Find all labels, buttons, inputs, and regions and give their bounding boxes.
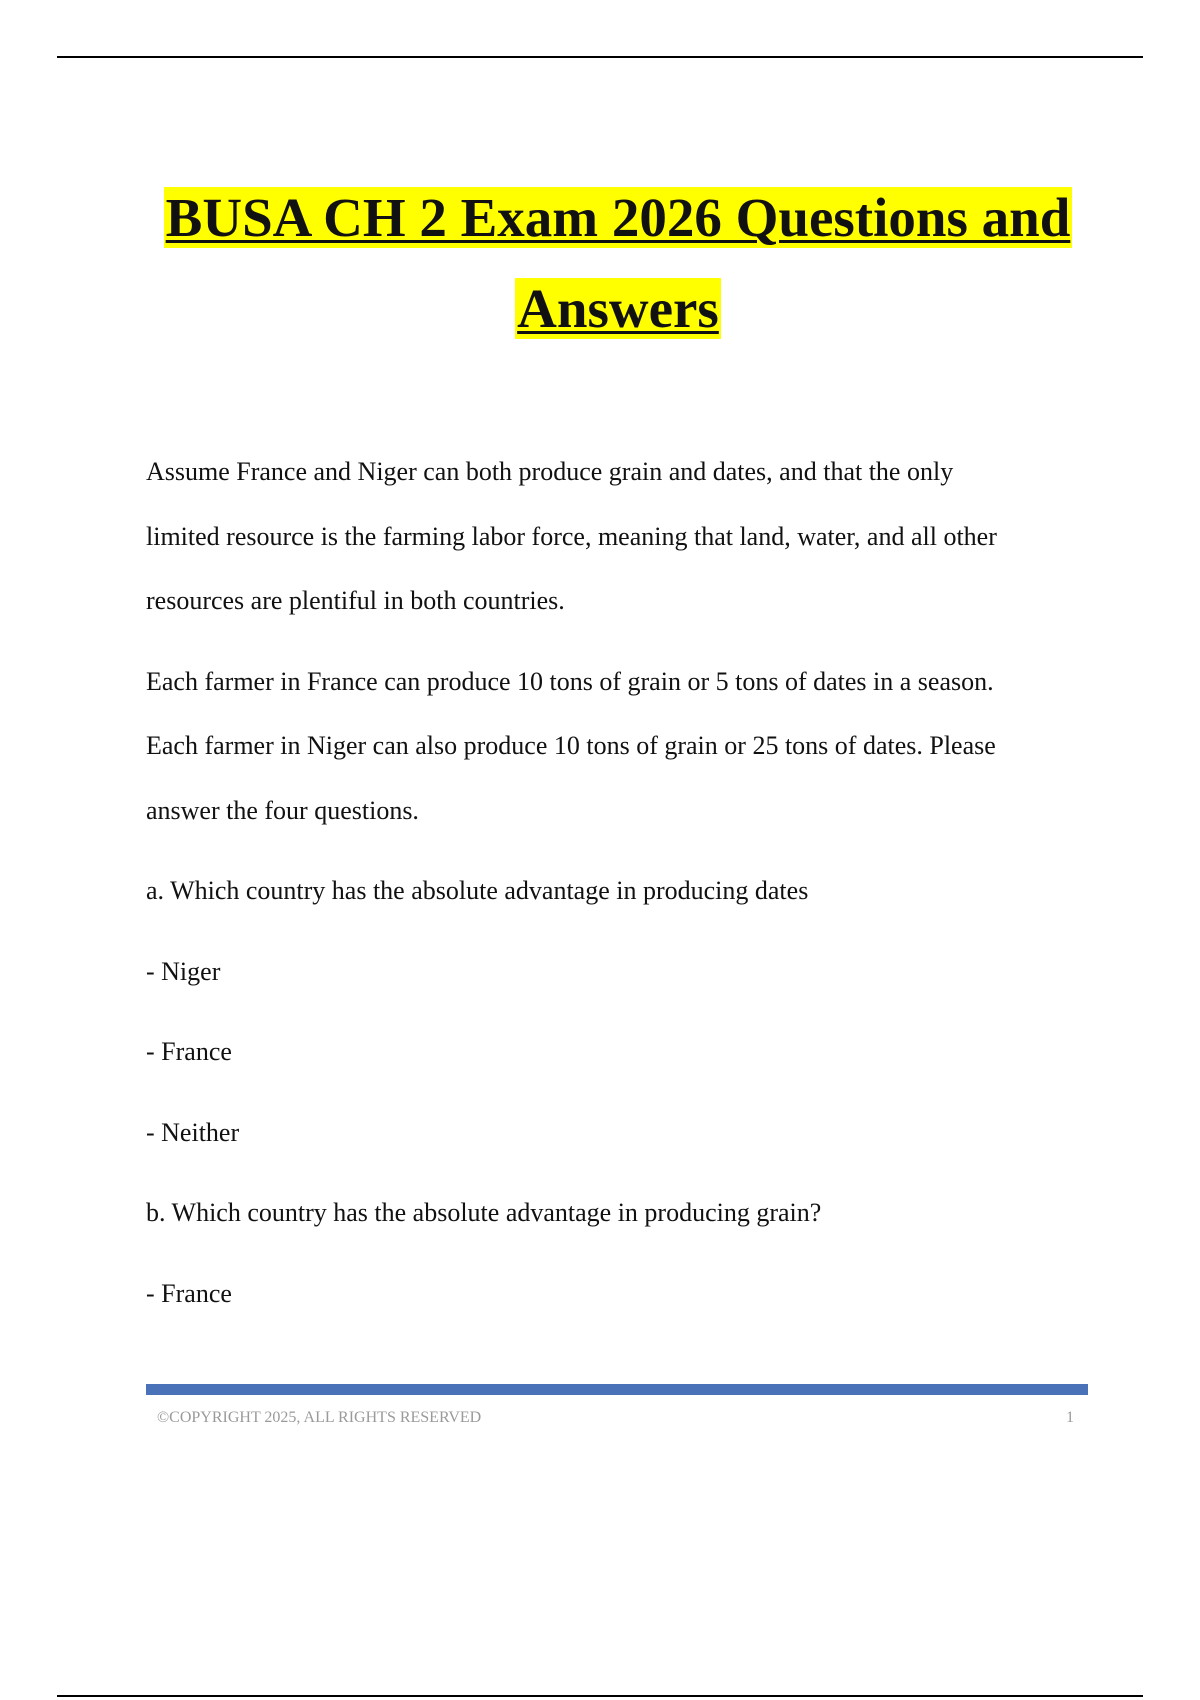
answer-option: - Neither	[146, 1117, 240, 1147]
detail-paragraph	[146, 650, 1086, 844]
detail-line: Each farmer in Niger can also produce 10 tons of grain or 25 tons of dates. Please	[146, 731, 996, 760]
intro-line: limited resource is the farming labor force, meaning that land, water, and all other	[146, 521, 997, 551]
answer-option: - Niger	[146, 956, 221, 986]
document-title	[146, 172, 1090, 354]
footer-copyright: ©COPYRIGHT 2025, ALL RIGHTS RESERVED	[157, 1409, 482, 1426]
title-line-2: Answers	[517, 278, 719, 339]
question-b: b. Which country has the absolute advantage in producing grain?	[146, 1198, 822, 1227]
top-rule	[57, 56, 1143, 58]
intro-paragraph	[146, 440, 1086, 634]
footer-bar	[146, 1384, 1088, 1395]
question-a: a. Which country has the absolute advantage in producing dates	[146, 876, 809, 905]
answer-option: - France	[146, 1037, 232, 1066]
answer-option: - France	[146, 1278, 232, 1308]
page-number: 1	[1066, 1409, 1074, 1426]
intro-line: resources are plentiful in both countries.	[146, 586, 565, 615]
bottom-rule	[57, 1695, 1143, 1697]
document-body	[146, 440, 1086, 1326]
intro-line: Assume France and Niger can both produce grain and dates, and that the only	[146, 457, 954, 486]
detail-line: answer the four questions.	[146, 795, 419, 825]
detail-line: Each farmer in France can produce 10 tons of grain or 5 tons of dates in a season.	[146, 666, 994, 696]
title-line-1: BUSA CH 2 Exam 2026 Questions and	[165, 187, 1071, 248]
